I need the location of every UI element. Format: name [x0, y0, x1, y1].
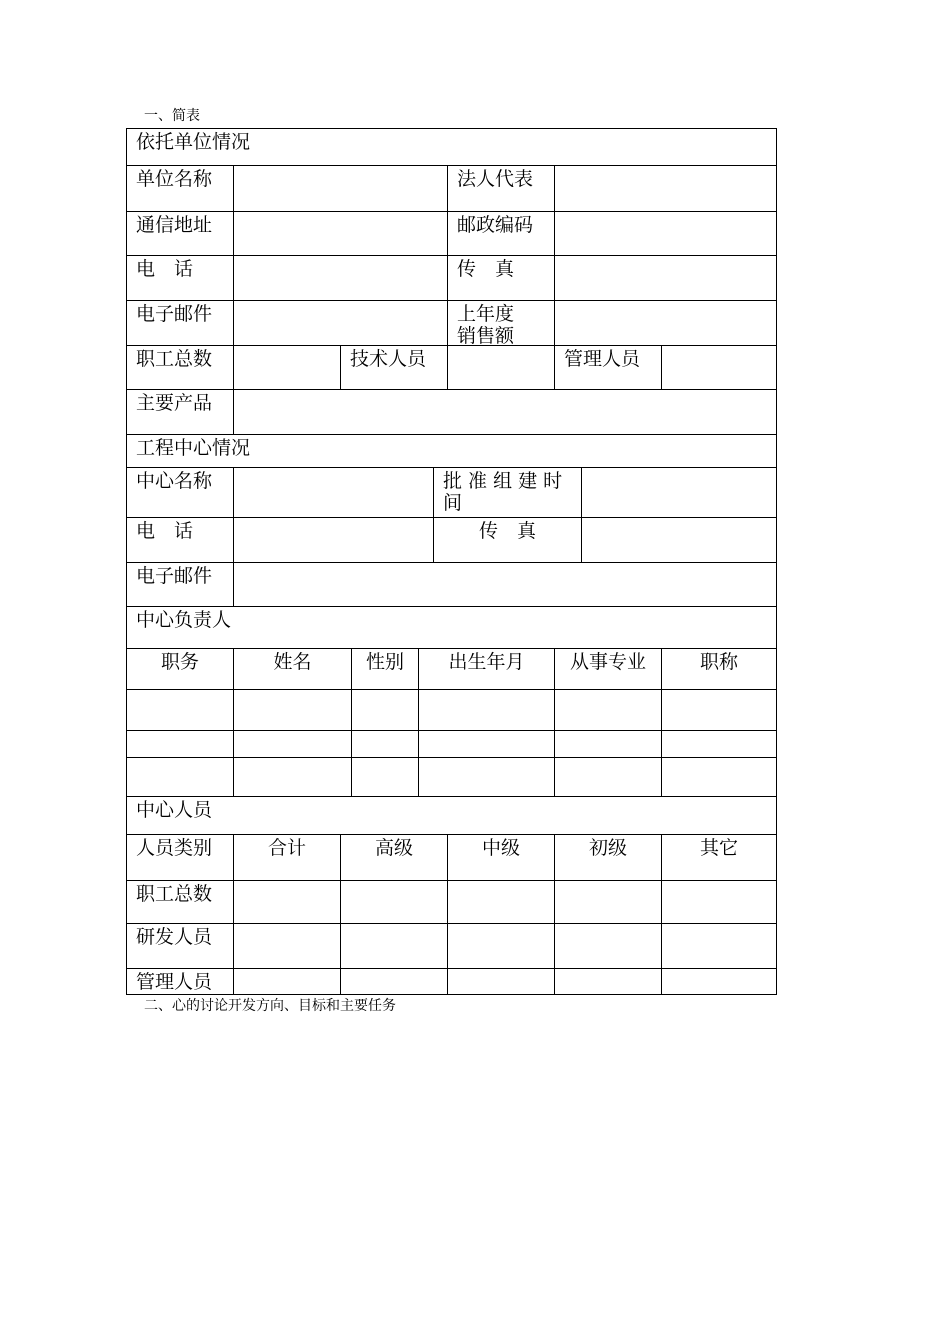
section-2-heading: 二、心的讨论开发方向、目标和主要任务 — [144, 998, 396, 1014]
postal-code-field[interactable] — [554, 211, 777, 256]
personnel-section-title — [126, 796, 777, 835]
approval-date-label-text-2: 间 — [443, 492, 463, 514]
personnel-cell[interactable] — [554, 968, 662, 995]
mgmt-staff-label-text: 管理人员 — [564, 348, 641, 370]
leaders-section-title-text: 中心负责人 — [136, 609, 232, 631]
personnel-column-header-text: 高级 — [374, 837, 413, 859]
personnel-column-header-text: 合计 — [267, 837, 306, 859]
unit-name-label — [126, 165, 234, 212]
total-staff-label — [126, 345, 234, 390]
leaders-cell[interactable] — [351, 730, 419, 758]
personnel-row-label — [126, 923, 234, 969]
address-label-text: 通信地址 — [136, 214, 213, 236]
personnel-row-label — [126, 968, 234, 995]
center-fax-label-text: 传 真 — [478, 520, 536, 542]
unit-fax-label-text: 传 真 — [457, 258, 515, 280]
last-year-sales-label — [447, 300, 555, 346]
unit-phone-label-text: 电 话 — [136, 258, 194, 280]
last-year-sales-label-text-1: 上年度 — [457, 303, 515, 325]
unit-phone-field[interactable] — [233, 255, 448, 301]
unit-fax-field[interactable] — [554, 255, 777, 301]
center-email-field[interactable] — [233, 562, 777, 607]
personnel-cell[interactable] — [447, 880, 555, 924]
leaders-column-header-text: 职称 — [699, 651, 738, 673]
leaders-column-header — [661, 648, 777, 690]
center-name-label — [126, 467, 234, 518]
personnel-cell[interactable] — [554, 923, 662, 969]
tech-staff-label — [340, 345, 448, 390]
personnel-cell[interactable] — [340, 968, 448, 995]
leaders-cell[interactable] — [418, 757, 555, 797]
approval-date-label — [433, 467, 582, 518]
personnel-row-label-text: 管理人员 — [136, 971, 213, 993]
leaders-cell[interactable] — [418, 689, 555, 731]
leaders-column-header — [418, 648, 555, 690]
personnel-column-header — [126, 834, 234, 881]
personnel-row-label — [126, 880, 234, 924]
leaders-cell[interactable] — [661, 757, 777, 797]
tech-staff-field[interactable] — [447, 345, 555, 390]
personnel-cell[interactable] — [233, 923, 341, 969]
main-products-label — [126, 389, 234, 435]
address-label — [126, 211, 234, 256]
legal-rep-field[interactable] — [554, 165, 777, 212]
personnel-column-header — [233, 834, 341, 881]
leaders-cell[interactable] — [126, 689, 234, 731]
center-phone-field[interactable] — [233, 517, 434, 563]
leaders-column-header — [351, 648, 419, 690]
leaders-cell[interactable] — [126, 757, 234, 797]
personnel-column-header-text: 中级 — [481, 837, 520, 859]
leaders-cell[interactable] — [233, 757, 352, 797]
approval-date-field[interactable] — [581, 467, 777, 518]
legal-rep-label — [447, 165, 555, 212]
center-section-title — [126, 434, 777, 468]
center-email-label — [126, 562, 234, 607]
approval-date-label-text-1: 批 准 组 建 时 — [443, 470, 563, 492]
personnel-cell[interactable] — [661, 968, 777, 995]
leaders-section-title — [126, 606, 777, 649]
personnel-cell[interactable] — [661, 923, 777, 969]
personnel-cell[interactable] — [554, 880, 662, 924]
unit-name-label-text: 单位名称 — [136, 168, 213, 190]
personnel-cell[interactable] — [340, 923, 448, 969]
center-name-label-text: 中心名称 — [136, 470, 213, 492]
total-staff-label-text: 职工总数 — [136, 348, 213, 370]
center-phone-label-text: 电 话 — [136, 520, 194, 542]
main-products-field[interactable] — [233, 389, 777, 435]
main-products-label-text: 主要产品 — [136, 392, 213, 414]
host-unit-section-title — [126, 128, 777, 166]
personnel-cell[interactable] — [233, 880, 341, 924]
tech-staff-label-text: 技术人员 — [350, 348, 427, 370]
leaders-cell[interactable] — [233, 730, 352, 758]
mgmt-staff-label — [554, 345, 662, 390]
leaders-cell[interactable] — [554, 757, 662, 797]
personnel-column-header-text: 人员类别 — [136, 837, 213, 859]
leaders-cell[interactable] — [351, 757, 419, 797]
leaders-column-header — [554, 648, 662, 690]
personnel-row-label-text: 职工总数 — [136, 883, 213, 905]
leaders-cell[interactable] — [554, 730, 662, 758]
personnel-cell[interactable] — [661, 880, 777, 924]
total-staff-field[interactable] — [233, 345, 341, 390]
section-1-heading: 一、简表 — [144, 108, 200, 124]
leaders-cell[interactable] — [554, 689, 662, 731]
personnel-cell[interactable] — [447, 968, 555, 995]
leaders-cell[interactable] — [661, 730, 777, 758]
unit-phone-label — [126, 255, 234, 301]
leaders-column-header — [126, 648, 234, 690]
personnel-column-header — [554, 834, 662, 881]
center-fax-label — [433, 517, 582, 563]
leaders-cell[interactable] — [418, 730, 555, 758]
personnel-section-title-text: 中心人员 — [136, 799, 213, 821]
leaders-cell[interactable] — [351, 689, 419, 731]
mgmt-staff-field[interactable] — [661, 345, 777, 390]
leaders-cell[interactable] — [661, 689, 777, 731]
leaders-column-header-text: 职务 — [160, 651, 199, 673]
leaders-column-header-text: 出生年月 — [448, 651, 525, 673]
leaders-column-header-text: 性别 — [365, 651, 404, 673]
leaders-cell[interactable] — [233, 689, 352, 731]
personnel-cell[interactable] — [340, 880, 448, 924]
personnel-cell[interactable] — [233, 968, 341, 995]
leaders-column-header-text: 从事专业 — [569, 651, 646, 673]
last-year-sales-field[interactable] — [554, 300, 777, 346]
leaders-cell[interactable] — [126, 730, 234, 758]
center-phone-label — [126, 517, 234, 563]
personnel-cell[interactable] — [447, 923, 555, 969]
postal-code-label — [447, 211, 555, 256]
leaders-column-header — [233, 648, 352, 690]
unit-email-label-text: 电子邮件 — [136, 303, 213, 325]
personnel-column-header — [661, 834, 777, 881]
unit-name-field[interactable] — [233, 165, 448, 212]
personnel-column-header — [340, 834, 448, 881]
unit-email-field[interactable] — [233, 300, 448, 346]
center-name-field[interactable] — [233, 467, 434, 518]
address-field[interactable] — [233, 211, 448, 256]
host-unit-section-title-text: 依托单位情况 — [136, 131, 251, 153]
personnel-column-header — [447, 834, 555, 881]
legal-rep-label-text: 法人代表 — [457, 168, 534, 190]
unit-email-label — [126, 300, 234, 346]
personnel-column-header-text: 初级 — [588, 837, 627, 859]
unit-fax-label — [447, 255, 555, 301]
leaders-column-header-text: 姓名 — [273, 651, 312, 673]
postal-code-label-text: 邮政编码 — [457, 214, 534, 236]
personnel-column-header-text: 其它 — [699, 837, 738, 859]
center-section-title-text: 工程中心情况 — [136, 437, 251, 459]
personnel-row-label-text: 研发人员 — [136, 926, 213, 948]
center-email-label-text: 电子邮件 — [136, 565, 213, 587]
center-fax-field[interactable] — [581, 517, 777, 563]
last-year-sales-label-text-2: 销售额 — [457, 325, 515, 346]
